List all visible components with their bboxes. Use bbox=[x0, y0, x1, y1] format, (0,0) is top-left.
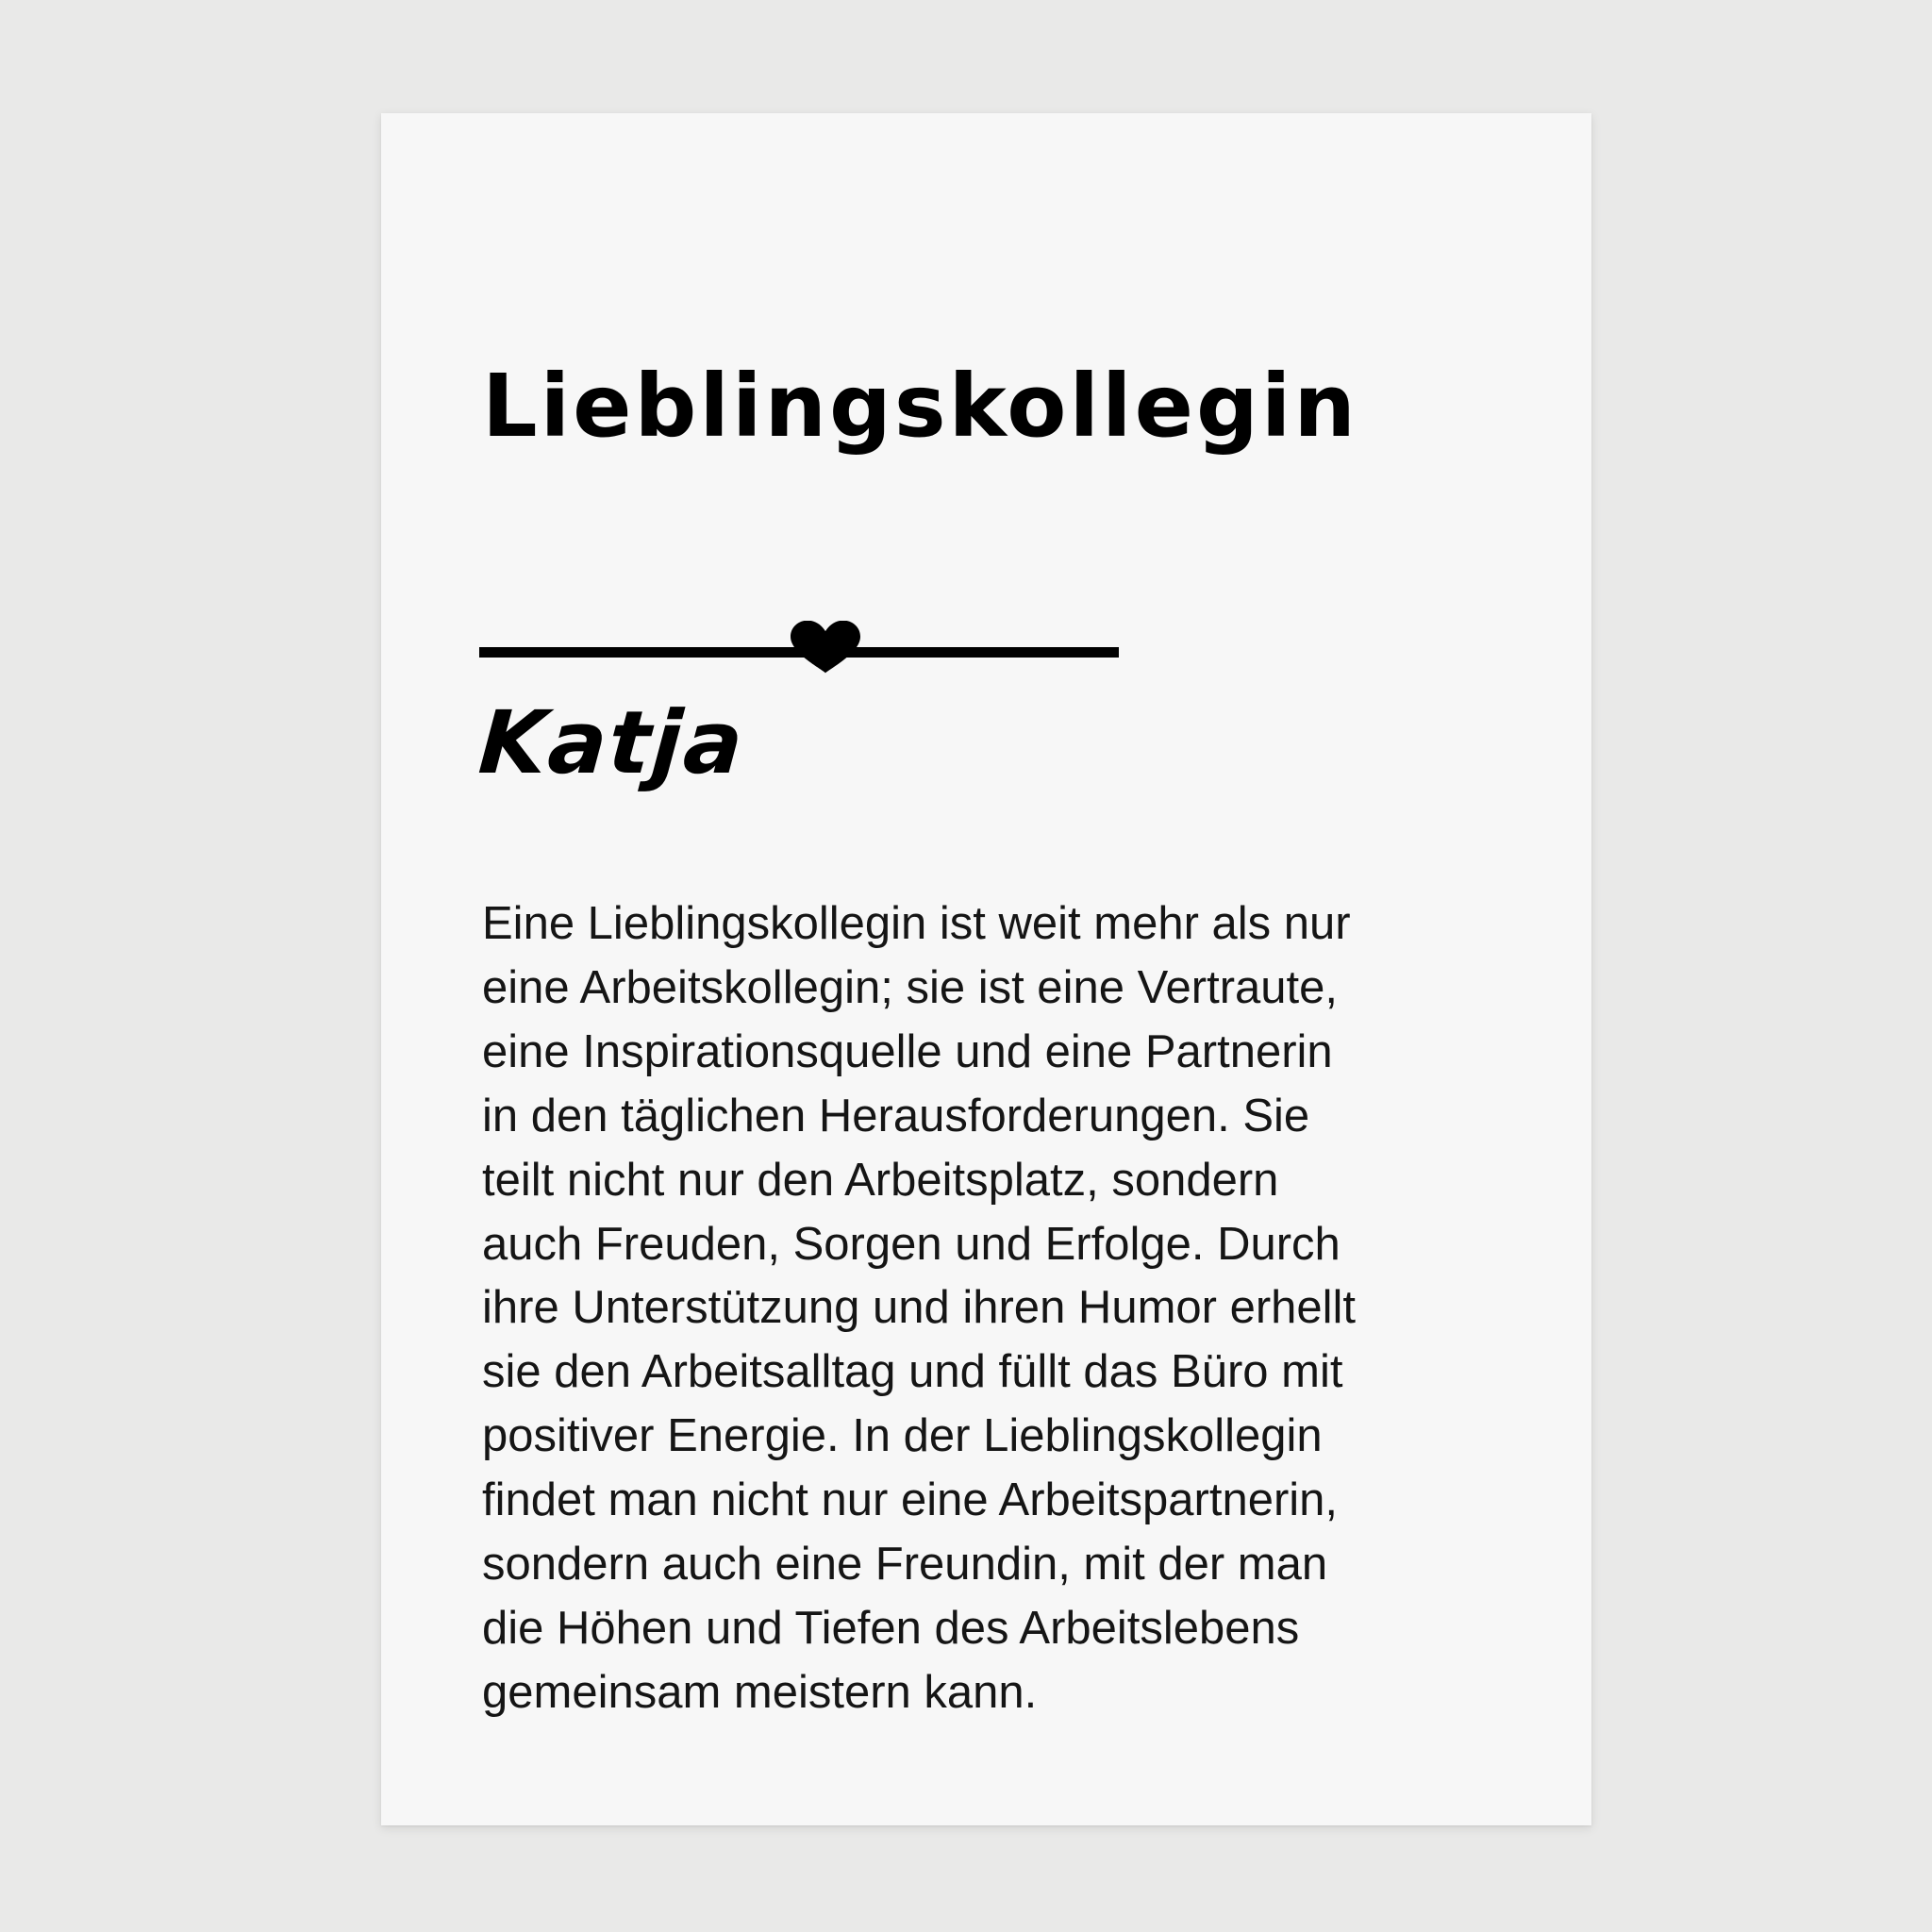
heart-icon bbox=[791, 621, 860, 673]
description-line: positiver Energie. In der Lieblingskollegin bbox=[482, 1410, 1323, 1462]
description-line: ihre Unterstützung und ihren Humor erhellt bbox=[482, 1282, 1357, 1334]
heart-divider bbox=[479, 621, 1119, 677]
poster-title: Lieblingskollegin bbox=[482, 356, 1358, 457]
poster-card bbox=[381, 113, 1591, 1825]
description-line: eine Arbeitskollegin; sie ist eine Vertraute, bbox=[482, 961, 1339, 1013]
description-line: gemeinsam meistern kann. bbox=[482, 1666, 1038, 1718]
description-line: sie den Arbeitsalltag und füllt das Büro mit bbox=[482, 1346, 1343, 1398]
description-line: in den täglichen Herausforderungen. Sie bbox=[482, 1090, 1310, 1141]
description-line: sondern auch eine Freundin, mit der man bbox=[482, 1539, 1328, 1591]
person-name: Katja bbox=[475, 692, 748, 793]
description-line: teilt nicht nur den Arbeitsplatz, sondern bbox=[482, 1154, 1279, 1206]
description-line: die Höhen und Tiefen des Arbeitslebens bbox=[482, 1602, 1300, 1654]
description-line: findet man nicht nur eine Arbeitspartnerin, bbox=[482, 1474, 1339, 1526]
description-line: Eine Lieblingskollegin ist weit mehr als nur bbox=[482, 898, 1351, 949]
description-text bbox=[482, 892, 1510, 1725]
divider-line-left bbox=[479, 647, 800, 658]
description-line: auch Freuden, Sorgen und Erfolge. Durch bbox=[482, 1218, 1341, 1270]
description-line: eine Inspirationsquelle und eine Partnerin bbox=[482, 1025, 1333, 1077]
